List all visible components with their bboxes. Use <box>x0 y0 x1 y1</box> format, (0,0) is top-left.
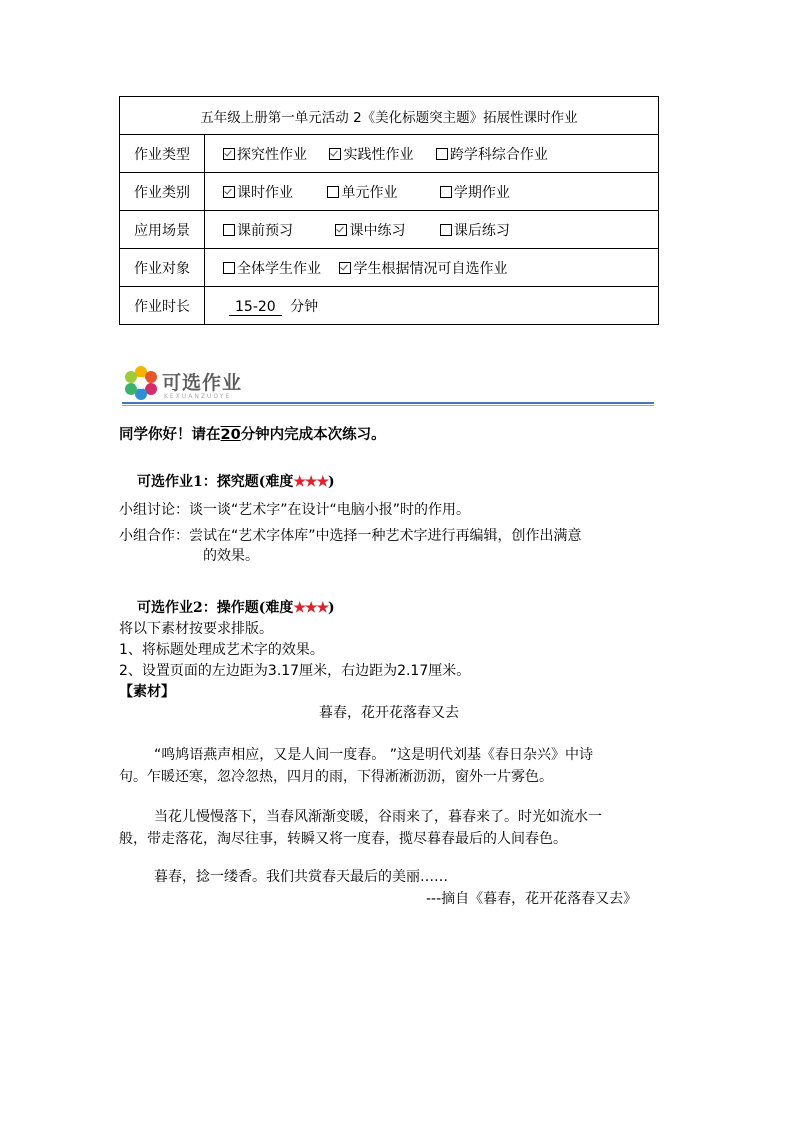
checkbox-option[interactable]: 课前预习 <box>223 220 293 240</box>
checkbox-checked-icon[interactable] <box>335 224 347 236</box>
checkbox-option[interactable]: 学生根据情况可自选作业 <box>339 258 507 278</box>
flower-logo-icon <box>124 366 158 400</box>
task2-heading: 可选作业2：操作题(难度★★★) <box>137 600 335 616</box>
article-paragraph: 句。乍暖还寒，忽冷忽热，四月的雨，下得淅淅沥沥，窗外一片雾色。 <box>119 769 553 785</box>
checkbox-checked-icon[interactable] <box>329 148 341 160</box>
checkbox-empty-icon[interactable] <box>327 186 339 198</box>
duration-unit: 分钟 <box>290 298 319 315</box>
row-label-category: 作业类别 <box>120 173 205 211</box>
checkbox-option[interactable]: 课后练习 <box>440 220 510 240</box>
material-label: 【素材】 <box>119 684 175 700</box>
checkbox-empty-icon[interactable] <box>440 224 452 236</box>
checkbox-option[interactable]: 课中练习 <box>335 220 405 240</box>
task2-requirement-2: 2、设置页面的左边距为3.17厘米，右边距为2.17厘米。 <box>119 663 471 679</box>
checkbox-option[interactable]: 跨学科综合作业 <box>436 144 548 164</box>
difficulty-stars-icon: ★★★ <box>293 474 329 490</box>
checkbox-checked-icon[interactable] <box>223 148 235 160</box>
homework-info-table <box>119 96 659 325</box>
difficulty-stars-icon: ★★★ <box>293 600 329 616</box>
checkbox-empty-icon[interactable] <box>440 186 452 198</box>
checkbox-checked-icon[interactable] <box>223 186 235 198</box>
task2-intro: 将以下素材按要求排版。 <box>119 621 273 637</box>
banner-divider-thin <box>122 405 654 406</box>
article-source: ---摘自《暮春，花开花落春又去》 <box>426 891 638 907</box>
article-paragraph: 当花儿慢慢落下，当春风渐渐变暖，谷雨来了，暮春来了。时光如流水一 <box>154 809 602 825</box>
checkbox-option[interactable]: 实践性作业 <box>329 144 413 164</box>
article-paragraph: “鸣鸠语燕声相应，又是人间一度春。 ”这是明代刘基《春日杂兴》中诗 <box>154 747 593 763</box>
checkbox-option[interactable]: 全体学生作业 <box>223 258 321 278</box>
article-paragraph: 般，带走落花，淘尽往事，转瞬又将一度春，揽尽暮春最后的人间春色。 <box>119 831 567 847</box>
checkbox-empty-icon[interactable] <box>223 224 235 236</box>
table-row <box>120 287 659 325</box>
task1-discussion: 小组讨论：谈一谈“艺术字”在设计“电脑小报”时的作用。 <box>119 502 471 518</box>
task1-cooperation-cont: 的效果。 <box>203 548 259 564</box>
greeting-line: 同学你好！请在20分钟内完成本次练习。 <box>119 427 386 443</box>
duration-value: 15-20 <box>229 299 282 316</box>
task1-heading: 可选作业1：探究题(难度★★★) <box>137 474 335 490</box>
table-title: 五年级上册第一单元活动 2《美化标题突主题》拓展性课时作业 <box>120 97 659 135</box>
row-label-audience: 作业对象 <box>120 249 205 287</box>
table-row <box>120 211 659 249</box>
row-label-scenario: 应用场景 <box>120 211 205 249</box>
checkbox-option[interactable]: 学期作业 <box>440 182 510 202</box>
task2-requirement-1: 1、将标题处理成艺术字的效果。 <box>119 642 324 658</box>
row-label-duration: 作业时长 <box>120 287 205 325</box>
banner-title: 可选作业 <box>162 372 243 394</box>
table-row <box>120 173 659 211</box>
article-paragraph: 暮春，捻一缕香。我们共赏春天最后的美丽…… <box>154 869 448 885</box>
checkbox-option[interactable]: 课时作业 <box>223 182 293 202</box>
checkbox-empty-icon[interactable] <box>436 148 448 160</box>
table-row <box>120 249 659 287</box>
optional-homework-banner <box>122 362 654 410</box>
banner-subtitle: KEXUANZUOYE <box>164 393 232 400</box>
checkbox-option[interactable]: 探究性作业 <box>223 144 307 164</box>
banner-divider <box>122 402 654 404</box>
article-title: 暮春，花开花落春又去 <box>319 705 459 721</box>
row-label-type: 作业类型 <box>120 135 205 173</box>
checkbox-checked-icon[interactable] <box>339 262 351 274</box>
checkbox-option[interactable]: 单元作业 <box>327 182 397 202</box>
task1-cooperation: 小组合作：尝试在“艺术字体库”中选择一种艺术字进行再编辑，创作出满意 <box>119 528 582 544</box>
table-row <box>120 135 659 173</box>
checkbox-empty-icon[interactable] <box>223 262 235 274</box>
